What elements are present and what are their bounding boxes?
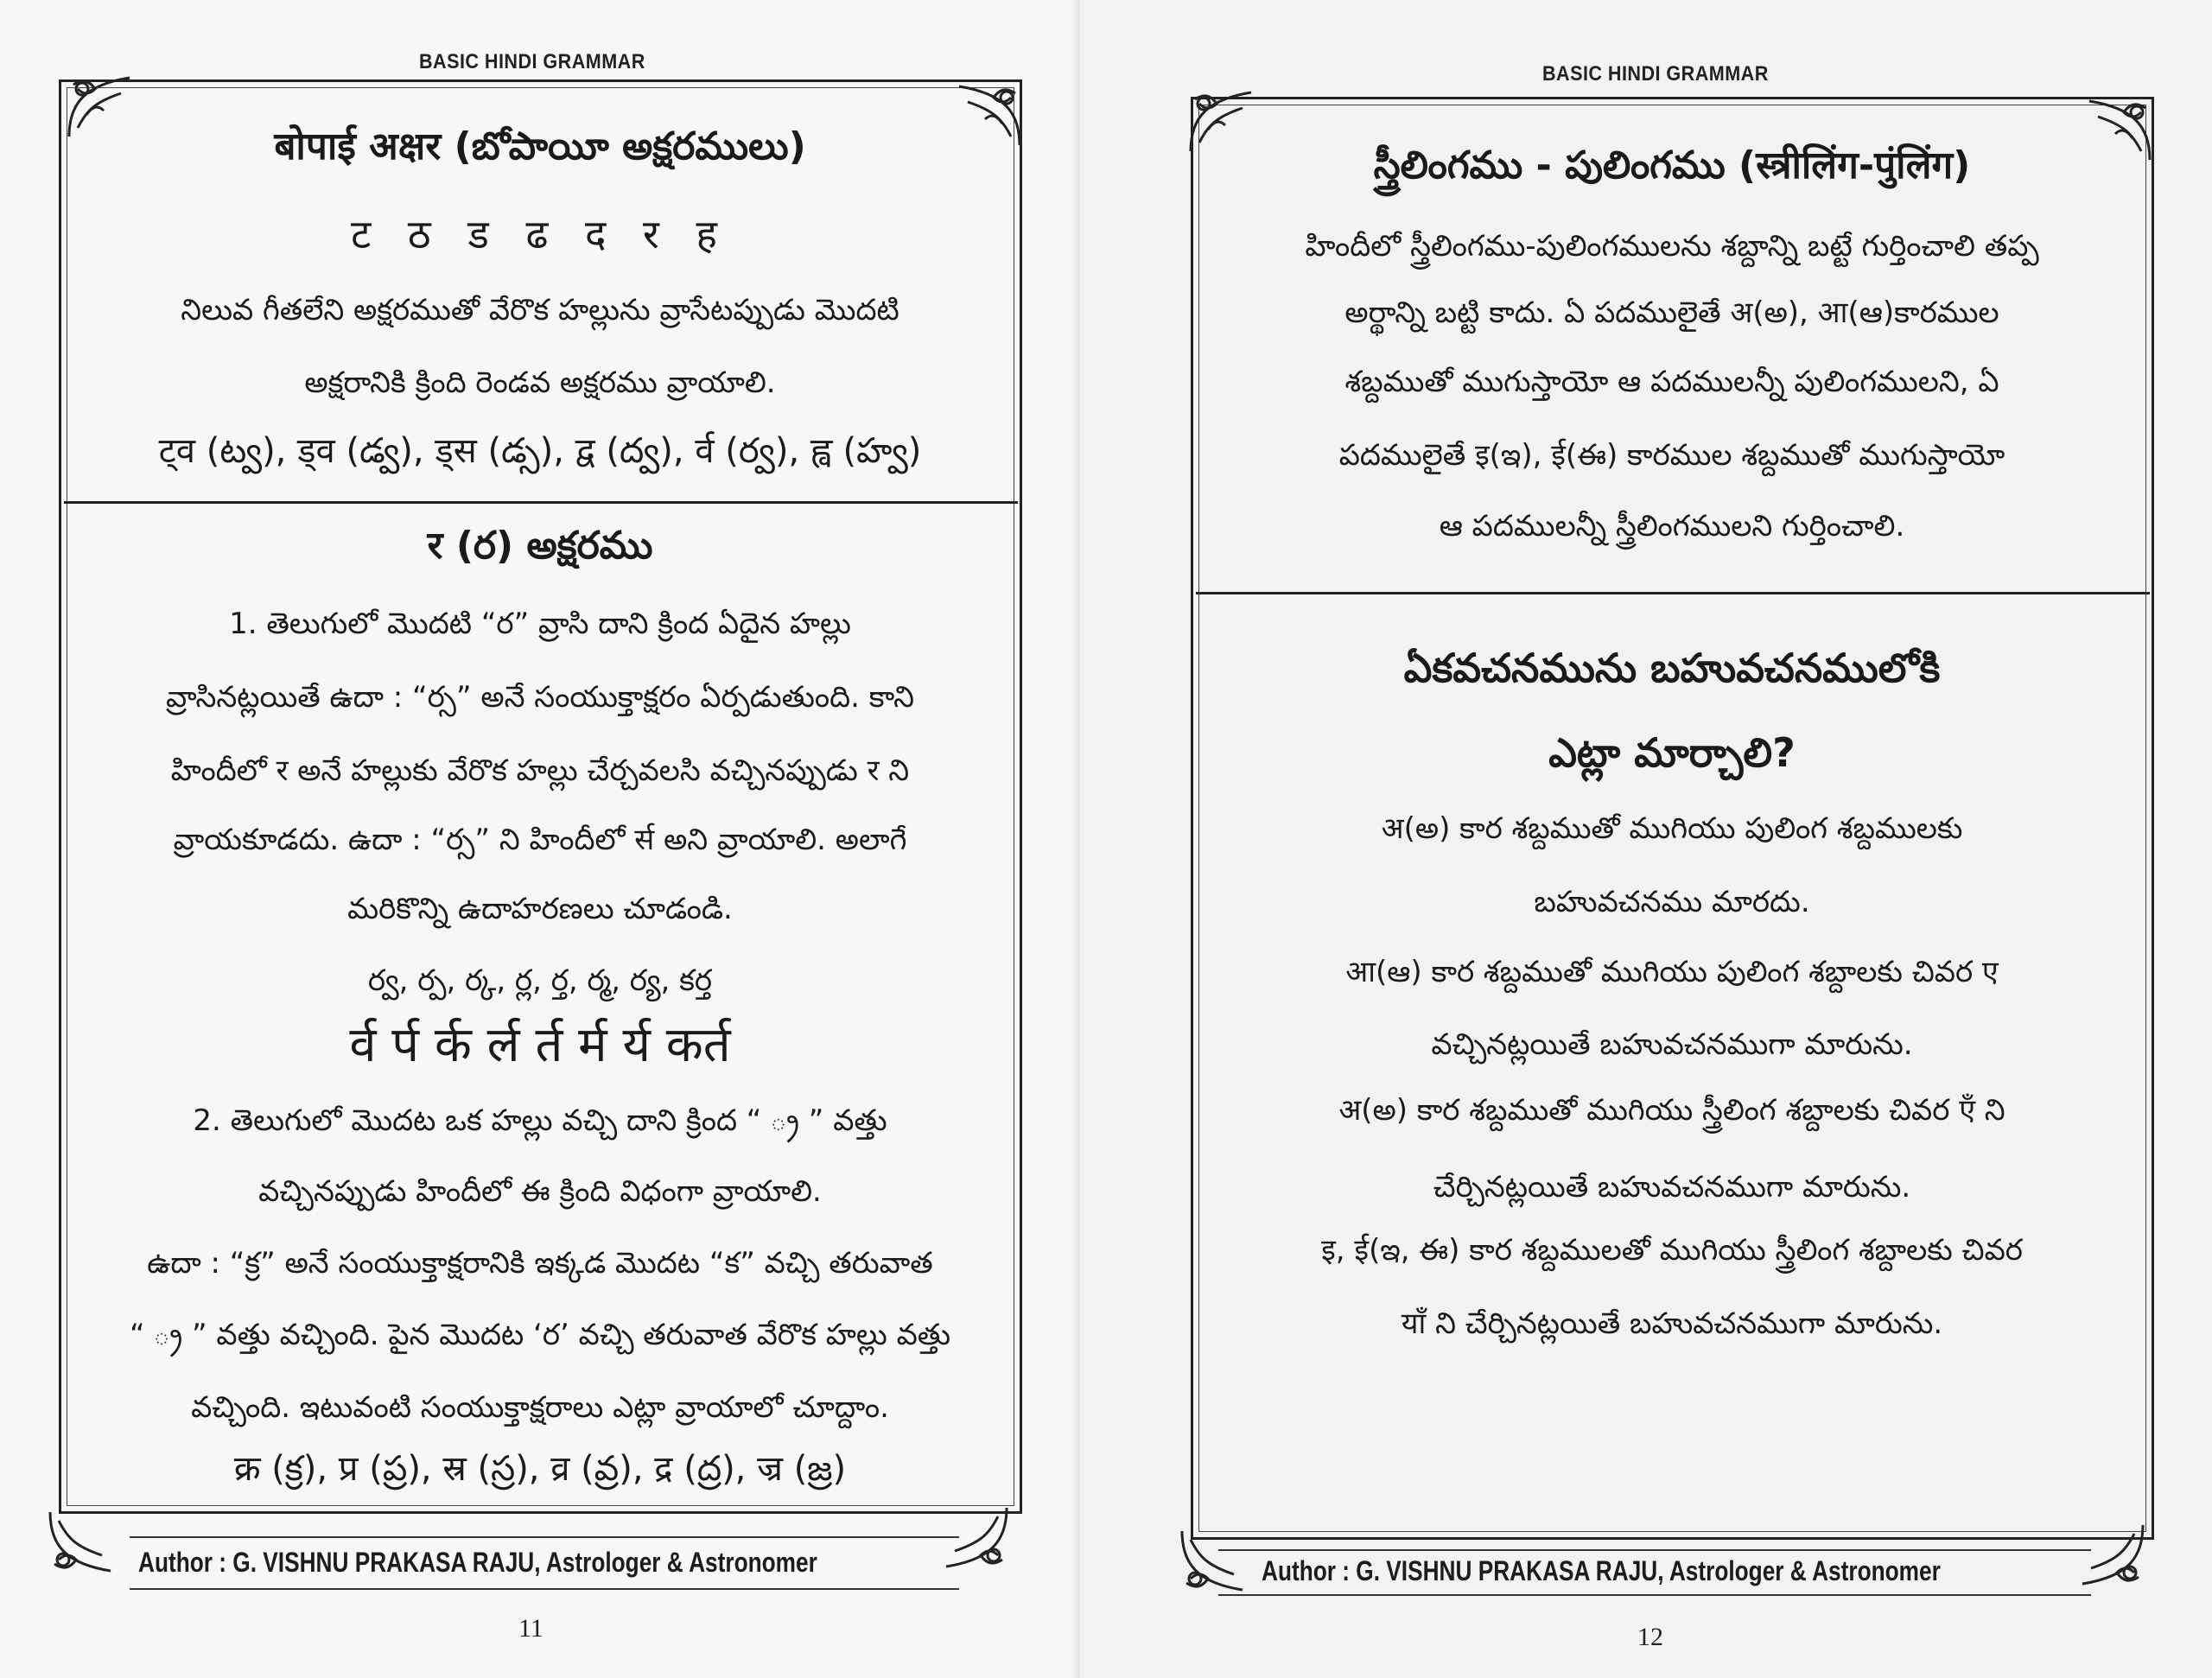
corner-ornament-icon xyxy=(2074,1516,2152,1594)
page-number: 11 xyxy=(518,1614,543,1643)
corner-ornament-icon xyxy=(938,1499,1015,1577)
section-title: స్త్రీలింగము - పులింగము (स्त्रीलिंग-पुंलिंग) xyxy=(1373,143,1971,188)
footer-rule xyxy=(1218,1549,2091,1551)
body-text: 1. తెలుగులో మొదటి “ర” వ్రాసి దాని క్రింద ఏదైన హల్లు xyxy=(229,607,851,641)
section-title: ఎట్లా మార్చాలి? xyxy=(1548,729,1796,776)
author-credit: Author : G. VISHNU PRAKASA RAJU, Astrologer & Astronomer xyxy=(138,1547,817,1578)
section-title: बोपाई अक्षर (బోపాయీ అక్షరములు) xyxy=(274,124,806,168)
author-credit: Author : G. VISHNU PRAKASA RAJU, Astrologer & Astronomer xyxy=(1262,1555,1941,1586)
body-text: इ, ई(ఇ, ఈ) కార శబ్దములతో ముగియు స్త్రీలింగ శబ్దాలకు చివర xyxy=(1321,1233,2023,1268)
body-text: చేర్చినట్లయితే బహువచనముగా మారును. xyxy=(1433,1170,1911,1204)
section-title: ఏకవచనమును బహువచనములోకి xyxy=(1403,645,1941,691)
body-text: ఆ పదములన్నీ స్త్రీలింగములని గుర్తించాలి. xyxy=(1439,509,1905,543)
body-text: आ(ఆ) కార శబ్దముతో ముగియు పులింగ శబ్దాలకు చివర ए xyxy=(1345,955,1999,989)
page-header: BASIC HINDI GRAMMAR xyxy=(1542,62,1769,86)
body-text: ఉదా : “క్ర” అనే సంయుక్తాక్షరానికి ఇక్కడ మొదట “క” వచ్చి తరువాత xyxy=(147,1246,933,1281)
example-row: ट्व (ట్వ), ड्व (డ్వ), ड्स (డ్స), द्व (ద్వ), र्व (ర్వ), ह्व (హ్వ) xyxy=(158,431,922,471)
body-text: అక్షరానికి క్రింది రెండవ అక్షరము వ్రాయాలి. xyxy=(304,365,776,400)
section-divider xyxy=(1196,592,2150,594)
page-header: BASIC HINDI GRAMMAR xyxy=(419,50,645,73)
footer-rule xyxy=(130,1536,959,1538)
body-text: వచ్చినప్పుడు హిందీలో ఈ క్రింది విధంగా వ్రాయాలి. xyxy=(258,1174,822,1209)
body-text: अ(అ) కార శబ్దముతో ముగియు పులింగ శబ్దములకు xyxy=(1381,811,1963,846)
body-text: వ్రాసినట్లయితే ఉదా : “ర్స” అనే సంయుక్తాక్షరం ఏర్పడుతుంది. కాని xyxy=(165,680,915,715)
body-text: अ(అ) కార శబ్దముతో ముగియు స్త్రీలింగ శబ్దాలకు చివర एँ ని xyxy=(1338,1093,2005,1128)
body-text: మరికొన్ని ఉదాహరణలు చూడండి. xyxy=(347,892,733,926)
telugu-examples: ర్వ, ర్ప, ర్క, ర్ల, ర్త, ర్మ, ర్య, కర్త xyxy=(367,963,713,998)
body-text: శబ్దముతో ముగుస్తాయో ఆ పదములన్నీ పులింగములని, ఏ xyxy=(1344,365,1999,399)
corner-ornament-icon xyxy=(41,1503,119,1581)
body-text: వచ్చినట్లయితే బహువచనముగా మారును. xyxy=(1431,1027,1913,1062)
right-page xyxy=(1080,0,2212,1678)
body-text: హిందీలో స్త్రీలింగము-పులింగములను శబ్దాన్ని బట్టే గుర్తించాలి తప్ప xyxy=(1305,229,2039,264)
body-text: याँ ని చేర్చినట్లయితే బహువచనముగా మారును. xyxy=(1401,1306,1943,1341)
page-number: 12 xyxy=(1637,1623,1663,1651)
hindi-examples: र्व र्प र्क र्ल र्त र्म र्य कर्त xyxy=(349,1017,731,1073)
body-text: నిలువ గీతలేని అక్షరముతో వేరొక హల్లును వ్రాసేటప్పుడు మొదటి xyxy=(181,293,899,327)
footer-rule xyxy=(130,1588,959,1590)
body-text: “ ్ర ” వత్తు వచ్చింది. పైన మొదట ‘ర’ వచ్చి తరువాత వేరొక హల్లు వత్తు xyxy=(130,1318,950,1352)
left-page xyxy=(0,0,1080,1678)
section-title: र (ర) అక్షరము xyxy=(427,524,653,568)
body-text: హిందీలో र అనే హల్లుకు వేరొక హల్లు చేర్చవలసి వచ్చినప్పుడు र ని xyxy=(170,753,910,788)
section-divider xyxy=(64,501,1018,504)
body-text: బహువచనము మారదు. xyxy=(1534,885,1810,919)
body-text: పదములైతే इ(ఇ), ई(ఈ) కారముల శబ్దముతో ముగుస్తాయో xyxy=(1338,438,2005,473)
body-text: అర్థాన్ని బట్టి కాదు. ఏ పదములైతే अ(అ), आ(ఆ)కారముల xyxy=(1344,296,1999,330)
body-text: వ్రాయకూడదు. ఉదా : “ర్స” ని హిందీలో र्स అని వ్రాయాలి. అలాగే xyxy=(173,823,907,857)
letter-list: ट ठ ड ढ द र ह xyxy=(351,211,729,257)
corner-ornament-icon xyxy=(1173,1522,1251,1600)
body-text: వచ్చింది. ఇటువంటి సంయుక్తాక్షరాలు ఎట్లా వ్రాయాలో చూద్దాం. xyxy=(191,1390,889,1425)
example-row: क्र (క్ర), प्र (ప్ర), स्र (స్ర), व्र (వ్ర), द्र (ద్ర), ज्र (జ్ర) xyxy=(233,1449,847,1489)
body-text: 2. తెలుగులో మొదట ఒక హల్లు వచ్చి దాని క్రింద “ ్ర ” వత్తు xyxy=(193,1103,887,1138)
footer-rule xyxy=(1218,1594,2091,1596)
